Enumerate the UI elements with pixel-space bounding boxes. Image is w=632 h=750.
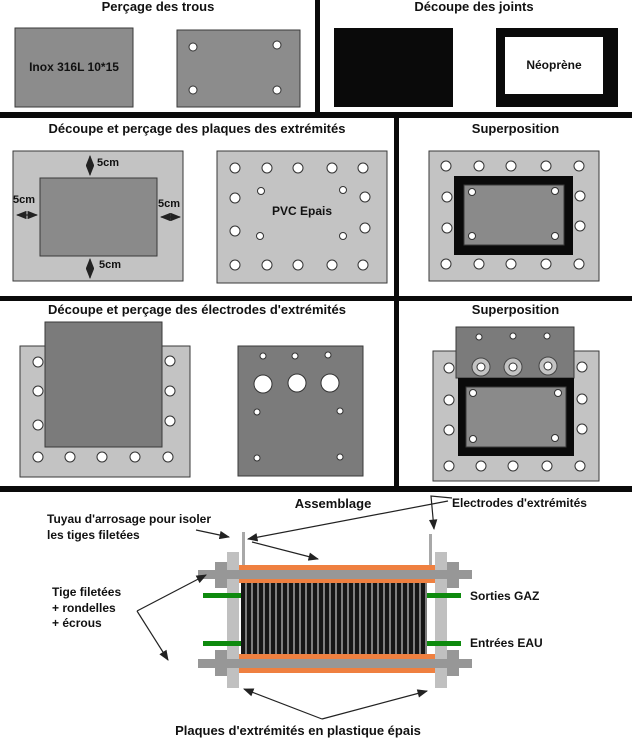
hole bbox=[444, 425, 454, 435]
hole bbox=[358, 260, 368, 270]
gaz-outlet-label: Sorties GAZ bbox=[470, 589, 540, 603]
assemblage-title: Assemblage bbox=[294, 496, 372, 511]
inox-plate-layer bbox=[464, 185, 564, 245]
divider-horizontal-3 bbox=[0, 486, 632, 492]
hole bbox=[230, 260, 240, 270]
hole-small bbox=[510, 333, 516, 339]
dim-label-right: 5cm bbox=[158, 198, 181, 210]
arrow-rod-top bbox=[137, 575, 206, 611]
hole-small bbox=[260, 353, 266, 359]
port-center bbox=[509, 363, 517, 371]
hole bbox=[476, 461, 486, 471]
tuyau-callout-line2: les tiges filetées bbox=[47, 528, 140, 542]
dim-label-bottom: 5cm bbox=[99, 259, 122, 271]
hole bbox=[262, 163, 272, 173]
cell-stack bbox=[241, 583, 427, 654]
tige-callout-line3: + écrous bbox=[52, 616, 102, 630]
hole bbox=[442, 192, 452, 202]
tuyau-callout-line1: Tuyau d'arrosage pour isoler bbox=[47, 512, 212, 526]
hole bbox=[273, 86, 281, 94]
panel-superposition-electrodes-diagram bbox=[433, 327, 599, 481]
hole bbox=[165, 356, 175, 366]
electrodes-callout-label: Electrodes d'extrémités bbox=[452, 496, 587, 510]
hole bbox=[33, 386, 43, 396]
hole bbox=[577, 362, 587, 372]
panel-electrodes-diagram bbox=[20, 322, 363, 477]
divider-vertical-row3 bbox=[394, 301, 399, 488]
hole bbox=[33, 452, 43, 462]
hole bbox=[575, 191, 585, 201]
eau-inlet-label: Entrées EAU bbox=[470, 636, 543, 650]
dim-label-left: 5cm bbox=[13, 194, 36, 206]
neoprene-label: Néoprène bbox=[526, 57, 582, 72]
hole bbox=[189, 86, 197, 94]
hole bbox=[130, 452, 140, 462]
panel-electrodes-title: Découpe et perçage des électrodes d'extrémités bbox=[48, 302, 346, 317]
hole bbox=[293, 260, 303, 270]
hole bbox=[508, 461, 518, 471]
hole bbox=[574, 259, 584, 269]
hole-small bbox=[544, 333, 550, 339]
hose-bottom-inner bbox=[239, 654, 435, 659]
hole bbox=[327, 260, 337, 270]
hole-small bbox=[337, 408, 343, 414]
hole bbox=[442, 223, 452, 233]
hole bbox=[441, 259, 451, 269]
end-plate-inner-zone bbox=[40, 178, 157, 256]
arrow-plate-left bbox=[244, 689, 322, 719]
hole-small bbox=[555, 390, 562, 397]
panel-joints-title: Découpe des joints bbox=[414, 0, 534, 14]
hole bbox=[474, 161, 484, 171]
panel-plaques-title: Découpe et perçage des plaques des extrémités bbox=[48, 121, 346, 136]
hole bbox=[541, 161, 551, 171]
divider-vertical-row1 bbox=[315, 0, 320, 113]
panel-superposition-electrodes-title: Superposition bbox=[471, 302, 560, 317]
hole bbox=[541, 259, 551, 269]
hole-small bbox=[325, 352, 331, 358]
hole-small bbox=[340, 187, 347, 194]
hole-large bbox=[254, 375, 272, 393]
hole bbox=[474, 259, 484, 269]
water-inlet-left bbox=[203, 641, 241, 646]
hole bbox=[97, 452, 107, 462]
electrode-sheet-overlay bbox=[45, 322, 162, 447]
hole bbox=[230, 226, 240, 236]
hole bbox=[165, 386, 175, 396]
threaded-rod-top bbox=[198, 570, 472, 579]
hole-small bbox=[552, 435, 559, 442]
hole bbox=[33, 357, 43, 367]
hole bbox=[230, 193, 240, 203]
hole-small bbox=[470, 436, 477, 443]
divider-horizontal-2 bbox=[0, 296, 632, 301]
gas-outlet-left bbox=[203, 593, 241, 598]
port-center bbox=[477, 363, 485, 371]
threaded-rod-bottom bbox=[198, 659, 472, 668]
hole-small bbox=[552, 233, 559, 240]
electrode-tab-left bbox=[242, 532, 245, 566]
port-center bbox=[544, 362, 552, 370]
washer-nut-top-left bbox=[215, 562, 227, 588]
water-inlet-right bbox=[427, 641, 461, 646]
hole-small bbox=[476, 334, 482, 340]
inox-plate-label: Inox 316L 10*15 bbox=[29, 59, 119, 74]
hole-large bbox=[321, 374, 339, 392]
hole bbox=[444, 363, 454, 373]
hole bbox=[577, 394, 587, 404]
hole bbox=[506, 161, 516, 171]
panel-percage-title: Perçage des trous bbox=[101, 0, 215, 14]
divider-vertical-row2 bbox=[394, 118, 399, 298]
hose-top-inner bbox=[239, 579, 435, 583]
arrow-plate-right bbox=[322, 691, 427, 719]
hole-small bbox=[258, 188, 265, 195]
hole bbox=[574, 161, 584, 171]
hole bbox=[441, 161, 451, 171]
electrode-tab-right bbox=[429, 534, 432, 567]
hole bbox=[360, 223, 370, 233]
hole-small bbox=[469, 189, 476, 196]
tige-callout-line1: Tige filetées bbox=[52, 585, 122, 599]
hole bbox=[506, 259, 516, 269]
hose-top-outer bbox=[239, 565, 435, 570]
arrow-rod-bottom bbox=[137, 611, 168, 660]
hole bbox=[360, 192, 370, 202]
hole bbox=[444, 395, 454, 405]
arrow-hose-top bbox=[252, 542, 318, 559]
hole-small bbox=[340, 233, 347, 240]
hole bbox=[33, 420, 43, 430]
tige-callout-line2: + rondelles bbox=[52, 601, 116, 615]
hole bbox=[262, 260, 272, 270]
hole bbox=[444, 461, 454, 471]
hole bbox=[327, 163, 337, 173]
hole bbox=[165, 416, 175, 426]
hole-small bbox=[254, 409, 260, 415]
divider-horizontal-1 bbox=[0, 112, 632, 118]
hole-small bbox=[552, 188, 559, 195]
hole bbox=[163, 452, 173, 462]
hole bbox=[189, 43, 197, 51]
washer-nut-bottom-left bbox=[215, 650, 227, 676]
hole bbox=[293, 163, 303, 173]
panel-superposition-plaques-diagram bbox=[429, 151, 599, 281]
arrow-tuyau bbox=[196, 530, 229, 537]
ringed-ports bbox=[472, 357, 557, 376]
hole bbox=[575, 221, 585, 231]
hole-small bbox=[470, 390, 477, 397]
hole-small bbox=[292, 353, 298, 359]
panel-superposition-plaques-title: Superposition bbox=[471, 121, 560, 136]
plaques-callout-label: Plaques d'extrémités en plastique épais bbox=[175, 723, 421, 738]
inox-plate-drilled bbox=[177, 30, 300, 107]
hole-small bbox=[469, 233, 476, 240]
pvc-plate-label: PVC Epais bbox=[271, 204, 333, 218]
dim-label-top: 5cm bbox=[97, 157, 120, 169]
assemblage-diagram bbox=[137, 496, 472, 719]
arrow-electrode-right bbox=[431, 496, 452, 529]
hole-small bbox=[337, 454, 343, 460]
gas-outlet-right bbox=[427, 593, 461, 598]
hole bbox=[273, 41, 281, 49]
hole bbox=[358, 163, 368, 173]
washer-nut-top-right bbox=[447, 562, 459, 588]
joint-sheet-solid bbox=[334, 28, 453, 107]
hole bbox=[575, 461, 585, 471]
hole-small bbox=[254, 455, 260, 461]
hole bbox=[65, 452, 75, 462]
hole bbox=[542, 461, 552, 471]
hole-small bbox=[257, 233, 264, 240]
hole-large bbox=[288, 374, 306, 392]
washer-nut-bottom-right bbox=[447, 650, 459, 676]
hole bbox=[577, 424, 587, 434]
hose-bottom-outer bbox=[239, 668, 435, 673]
hole bbox=[230, 163, 240, 173]
